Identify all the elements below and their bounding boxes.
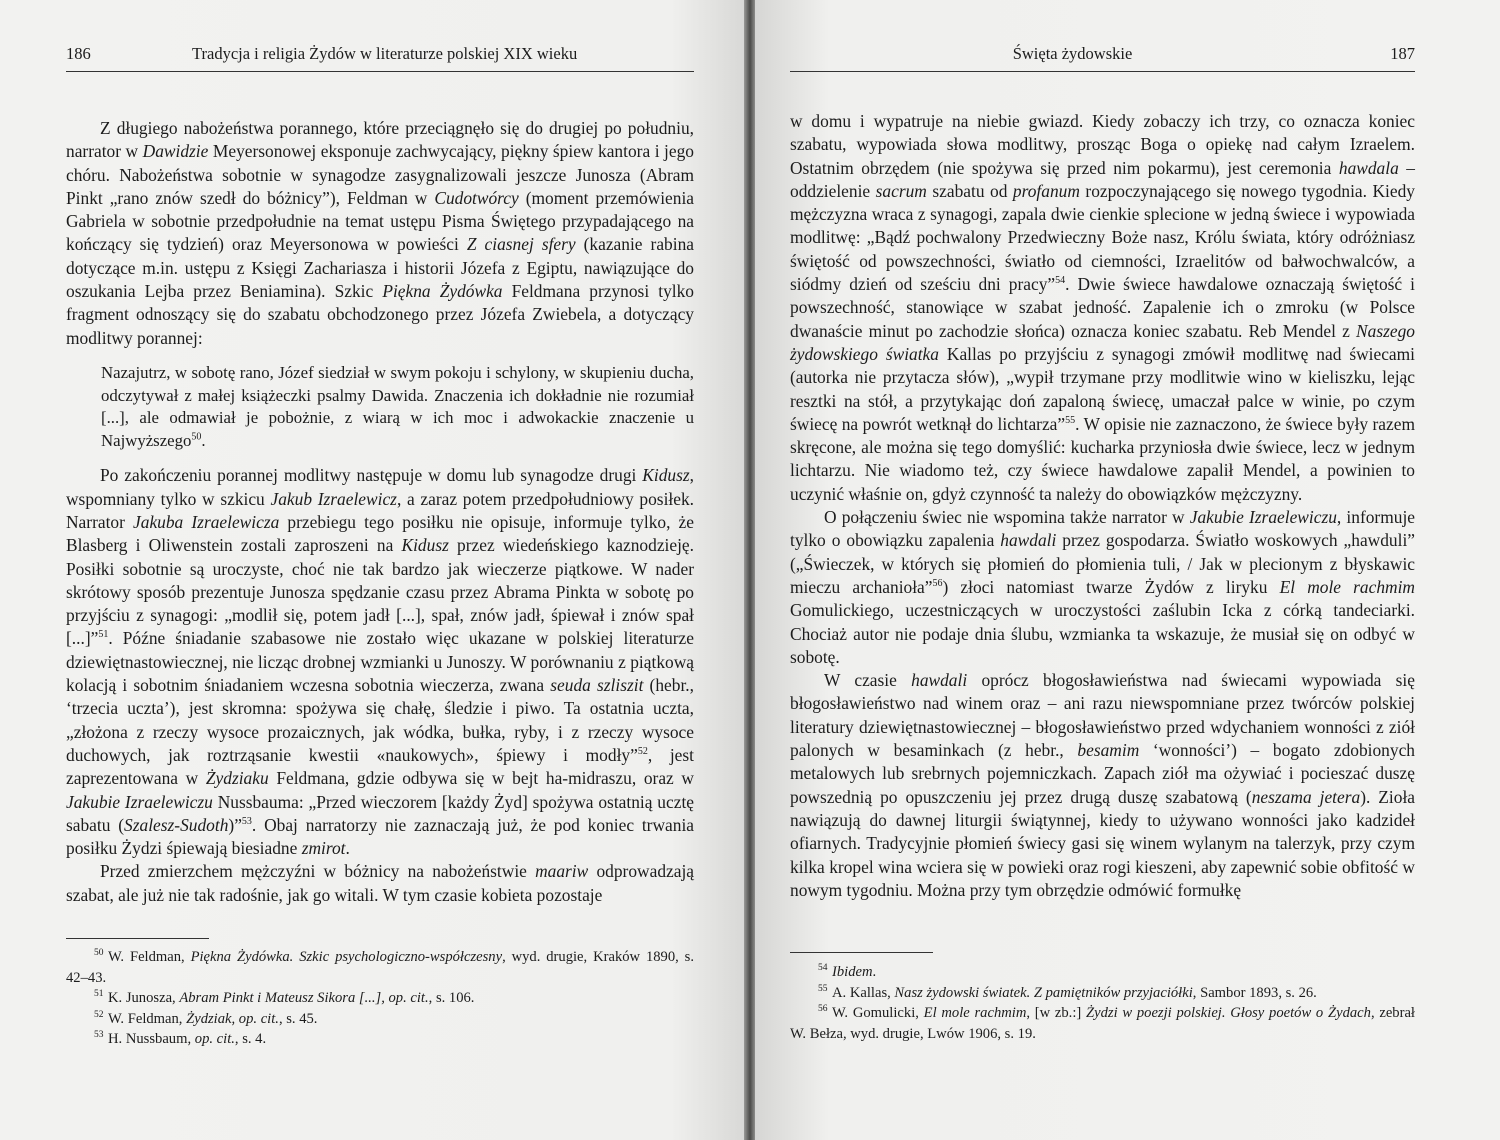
footnote-ref[interactable]: 50	[191, 431, 202, 443]
footnote-ref[interactable]: 52	[637, 746, 648, 758]
footnote: 53 H. Nussbaum, op. cit., s. 4.	[94, 1030, 267, 1047]
left-body-text	[66, 117, 694, 907]
footnote-ref[interactable]: 56	[932, 578, 943, 590]
running-head-title: Tradycja i religia Żydów w literaturze polskiej XIX wieku	[192, 44, 578, 63]
right-page	[755, 0, 1500, 1140]
paragraph: Po zakończeniu porannej modlitwy następuje w domu lub synagodze drugi Kidusz, wspomniany tylko w szkicu Jakub Izraelewicz, a zaraz potem przedpołudniowy posiłek. Narrator Jakuba Izraelewicza przebiegu tego posiłku nie opisuje, informuje tylko, że Blasberg i Oliwenstein zostali zaproszeni na Kidusz przez wiedeńskiego kaznodzieję. Posiłki sobotnie są uroczyste, choć nie tak bardzo jak wieczerze piątkowe. W nader skrótowy sposób prezentuje Junosza spędzanie czasu przez Abrama Pinkta w sobotę po przyjściu z synagogi: „modlił się, potem jadł [...], spał, znów jadł, śpiewał i znów spał [...]”$^{51}$. Późne śniadanie szabasowe nie zostało więc ukazane w polskiej literaturze dziewiętnastowiecznej, nie licząc drobnej wzmianki u Junoszy. W porównaniu z piątkową kolacją i sobotnim śniadaniem wczesna sobotnia wieczerza, zwana seuda szliszit (hebr., ‘trzecia uczta’), jest skromna: spożywa się chałę, śledzie i piwo. Ta ostatnia uczta, „złożona z rzeczy wysoce prozaicznych, jak wódka, bułka, ryby, i z rzeczy wysoce duchowych, jak roztrząsanie kwestii «naukowych», śpiewy i modły”$^{52}$, jest zaprezentowana w Żydziaku Feldmana, gdzie odbywa się w bejt ha-midraszu, oraz w Jakubie Izraelewiczu Nussbauma: „Przed wieczorem [każdy Żyd] spożywa ostatnią ucztę sabatu (Szalesz-Sudoth)”$^{53}$. Obaj narratorzy nie zaznaczają już, że pod koniec trwania posiłku Żydzi śpiewają biesiadne zmirot.	[66, 465, 694, 859]
footnote-divider	[790, 952, 933, 953]
footnotes-right	[790, 962, 1415, 1044]
footnote: 54 Ibidem.	[818, 963, 877, 980]
footnote-ref[interactable]: 55	[1065, 415, 1076, 427]
running-head-left	[66, 44, 694, 72]
left-page	[0, 0, 745, 1140]
paragraph: w domu i wypatruje na niebie gwiazd. Kiedy zobaczy ich trzy, co oznacza koniec szabatu, wypowiada słowa modlitwy, prosząc Boga o opiekę nad całym Izraelem. Ostatnim obrzędem (nie spożywa się przed nim pokarmu), jest ceremonia hawdala – oddzielenie sacrum szabatu od profanum rozpoczynającego się nowego tygodnia. Kiedy mężczyzna wraca z synagogi, zapala dwie cienkie splecione w jedną świece i wypowiada modlitwę: „Bądź pochwalony Przedwieczny Boże nasz, Królu świata, który odróżniasz świętość od powszechności, światło od ciemności, Izraelitów od bałwochwalców, a siódmy dzień od sześciu dni pracy”$^{54}$. Dwie świece hawdalowe oznaczają świętość i powszechność, stanowiące w szabat jedność. Zapalenie ich o zmroku (w Polsce dwanaście minut po zachodzie słońca) oznacza koniec szabatu. Reb Mendel z Naszego żydowskiego światka Kallas po przyjściu z synagogi zmówił modlitwę nad świecami (autorka nie przytacza słów), „wypił trzymane przy modlitwie wino w kieliszku, lejąc resztki na stół, a przytykając doń zapaloną świecę, umaczał palce w winie, po czym świecę na powrót wetknął do lichtarza”$^{55}$. W opisie nie zaznaczono, że świece były razem skręcone, ale można się tego domyślić: kucharka przyniosła dwie świece, lecz w jednym lichtarzu. Nie wiadomo też, czy świece hawdalowe zapalił Mendel, a powinien to uczynić właśnie on, gdyż czynność ta należy do obowiązków mężczyzny.	[790, 111, 1416, 504]
block-quote: Nazajutrz, w sobotę rano, Józef siedział w swym pokoju i schylony, w skupieniu ducha, odczytywał z małej książeczki psalmy Dawida. Znaczenia ich dokładnie nie rozumiał [...], ale odmawiał je pobożnie, z wiarą w ich moc i adwokackie znaczenie u Najwyższego$^{50}$.	[101, 362, 694, 450]
footnotes-left	[66, 947, 694, 1050]
footnote: 55 A. Kallas, Nasz żydowski światek. Z pamiętników przyjaciółki, Sambor 1893, s. 26.	[818, 983, 1317, 1001]
footnote: 50 W. Feldman, Piękna Żydówka. Szkic psychologiczno-współczesny, wyd. drugie, Kraków 1890, s. 42–43.	[66, 948, 695, 986]
paragraph: W czasie hawdali oprócz błogosławieństwa nad świecami wypowiada się błogosławieństwo nad winem oraz – ani razu niewspomniane przez twórców polskiej literatury dziewiętnastowiecznej – błogosławieństwo przed wdychaniem wonności z ziół palonych w besaminkach (z hebr., besamim ‘wonności’) – bogato zdobionych metalowych lub srebrnych pojemniczkach. Zapach ziół ma ożywiać i pocieszać duszę powszednią po opuszczeniu jej przez drugą duszę szabatową (neszama jetera). Zioła nawiązują do dawnej liturgii świątynnej, kiedy to używano wonności jako kadzideł ofiarnych. Tradycyjnie płomień świecy gasi się winem wylanym na talerzyk, przy czym kilka kropel wina wciera się w powieki oraz rogi kieszeni, aby zapewnić sobie obfitość w nowym tygodniu. Można przy tym obrzędzie odmówić formułkę	[790, 670, 1416, 900]
running-head-right	[790, 44, 1415, 72]
page-number: 186	[66, 44, 91, 63]
right-body-text	[790, 110, 1415, 902]
footnote-ref[interactable]: 51	[98, 629, 109, 641]
paragraph: O połączeniu świec nie wspomina także narrator w Jakubie Izraelewiczu, informuje tylko o obowiązku zapalenia hawdali przez gospodarza. Światło woskowych „hawduli” („Świeczek, w których się płomień do płomienia tuli, / Jak w plecionym z błyskawic mieczu archanioła”$^{56}$) złoci natomiast twarze Żydów z liryku El mole rachmim Gomulickiego, uczestniczących w uroczystości zaślubin Icka z córką tandeciarki. Chociaż autor nie podaje dnia ślubu, wzmianka ta wskazuje, że musiał się on odbyć w sobotę.	[790, 507, 1416, 667]
paragraph: Z długiego nabożeństwa porannego, które przeciągnęło się do drugiej po południu, narrator w Dawidzie Meyersonowej eksponuje zachwycający, piękny śpiew kantora i jego chóru. Nabożeństwa sobotnie w synagodze zasygnalizowali jeszcze Junosza (Abram Pinkt „rano znów szedł do bóżnicy”), Feldman w Cudotwórcy (moment przemówienia Gabriela w sobotnie przedpołudnie na temat ustępu Pisma Świętego przypadającego na kończący się tydzień) oraz Meyersonowa w powieści Z ciasnej sfery (kazanie rabina dotyczące m.in. ustępu z Księgi Zachariasza i historii Józefa z Egiptu, nawiązujące do oszukania Lejba przez Beniamina). Szkic Piękna Żydówka Feldmana przynosi tylko fragment odnoszący się do szabatu obchodzonego przez Józefa Zwiebela, a dotyczący modlitwy porannej:	[66, 118, 694, 348]
running-head-title: Święta żydowskie	[1012, 44, 1133, 63]
footnote: 52 W. Feldman, Żydziak, op. cit., s. 45.	[94, 1009, 318, 1027]
footnote-ref[interactable]: 54	[1055, 275, 1066, 287]
footnote-ref[interactable]: 53	[241, 816, 252, 827]
page-number: 187	[1390, 44, 1415, 63]
footnote: 56 W. Gomulicki, El mole rachmim, [w zb.:] Żydzi w poezji polskiej. Głosy poetów o Żydach, zebrał W. Bełza, wyd. drugie, Lwów 1906, s. 19.	[790, 1004, 1415, 1042]
paragraph: Przed zmierzchem mężczyźni w bóżnicy na nabożeństwie maariw odprowadzają szabat, ale już nie tak radośnie, jak go witali. W tym czasie kobieta pozostaje	[66, 861, 694, 905]
footnote-divider	[66, 938, 209, 939]
footnote: 51 K. Junosza, Abram Pinkt i Mateusz Sikora [...], op. cit., s. 106.	[94, 989, 475, 1006]
